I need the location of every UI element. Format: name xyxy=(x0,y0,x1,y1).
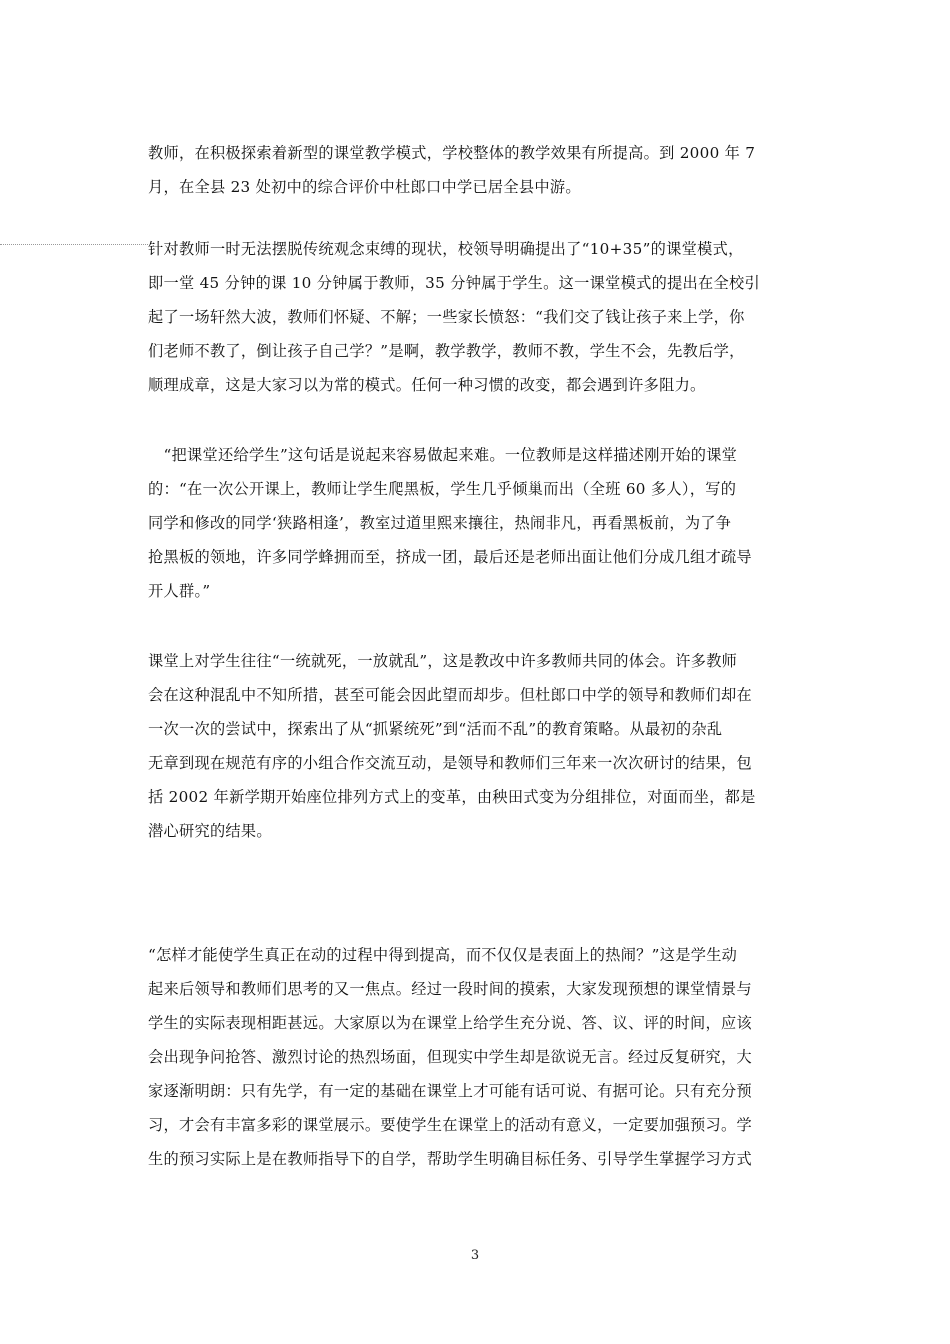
text-line: 起来后领导和教师们思考的又一焦点。经过一段时间的摸索，大家发现预想的课堂情景与 xyxy=(148,980,753,998)
paragraph-5 xyxy=(148,938,808,1176)
text-line: 起了一场轩然大波，教师们怀疑、不解；一些家长愤怒：“我们交了钱让孩子来上学，你 xyxy=(148,308,745,326)
text-line: 的：“在一次公开课上，教师让学生爬黑板，学生几乎倾巢而出（全班 60 多人），写的 xyxy=(148,480,737,498)
text-line: 同学和修改的同学‘狭路相逢’，教室过道里熙来攘往，热闹非凡，再看黑板前，为了争 xyxy=(148,514,732,532)
text-line: 生的预习实际上是在教师指导下的自学，帮助学生明确目标任务、引导学生掌握学习方式 xyxy=(148,1150,753,1168)
text-line: 课堂上对学生往往“一统就死，一放就乱”，这是教改中许多教师共同的体会。许多教师 xyxy=(148,652,738,670)
text-line: 开人群。” xyxy=(148,582,211,600)
text-line: 学生的实际表现相距甚远。大家原以为在课堂上给学生充分说、答、议、评的时间，应该 xyxy=(148,1014,753,1032)
paragraph-2 xyxy=(148,232,808,402)
text-line: 习，才会有丰富多彩的课堂展示。要使学生在课堂上的活动有意义，一定要加强预习。学 xyxy=(148,1116,753,1134)
text-line: 潜心研究的结果。 xyxy=(148,822,272,840)
text-line: 抢黑板的领地，许多同学蜂拥而至，挤成一团，最后还是老师出面让他们分成几组才疏导 xyxy=(148,548,753,566)
page-number: 3 xyxy=(470,1248,480,1263)
revision-marker-line xyxy=(0,244,148,245)
text-line: 无章到现在规范有序的小组合作交流互动，是领导和教师们三年来一次次研讨的结果，包 xyxy=(148,754,753,772)
paragraph-4 xyxy=(148,644,808,848)
text-line: 即一堂 45 分钟的课 10 分钟属于教师，35 分钟属于学生。这一课堂模式的提出在全校引 xyxy=(148,274,760,292)
text-line: 一次一次的尝试中，探索出了从“抓紧统死”到“活而不乱”的教育策略。从最初的杂乱 xyxy=(148,720,723,738)
text-line: 括 2002 年新学期开始座位排列方式上的变革，由秧田式变为分组排位，对面而坐，都是 xyxy=(148,788,756,806)
text-line: 针对教师一时无法摆脱传统观念束缚的现状，校领导明确提出了“10+35”的课堂模式， xyxy=(148,240,744,258)
text-line: 们老师不教了，倒让孩子自己学？”是啊，教学教学，教师不教，学生不会，先教后学， xyxy=(148,342,745,360)
text-line: 家逐渐明朗：只有先学，有一定的基础在课堂上才可能有话可说、有据可论。只有充分预 xyxy=(148,1082,753,1100)
text-line: 会在这种混乱中不知所措，甚至可能会因此望而却步。但杜郎口中学的领导和教师们却在 xyxy=(148,686,753,704)
text-line: 月，在全县 23 处初中的综合评价中杜郎口中学已居全县中游。 xyxy=(148,178,581,196)
paragraph-1 xyxy=(148,136,808,204)
text-line: “把课堂还给学生”这句话是说起来容易做起来难。一位教师是这样描述刚开始的课堂 xyxy=(148,446,738,464)
text-line: 顺理成章，这是大家习以为常的模式。任何一种习惯的改变，都会遇到许多阻力。 xyxy=(148,376,706,394)
text-line: 教师，在积极探索着新型的课堂教学模式，学校整体的教学效果有所提高。到 2000 年 7 xyxy=(148,144,756,162)
paragraph-3 xyxy=(148,438,808,608)
text-line: 会出现争问抢答、激烈讨论的热烈场面，但现实中学生却是欲说无言。经过反复研究，大 xyxy=(148,1048,753,1066)
text-line: “怎样才能使学生真正在动的过程中得到提高，而不仅仅是表面上的热闹？”这是学生动 xyxy=(148,946,738,964)
